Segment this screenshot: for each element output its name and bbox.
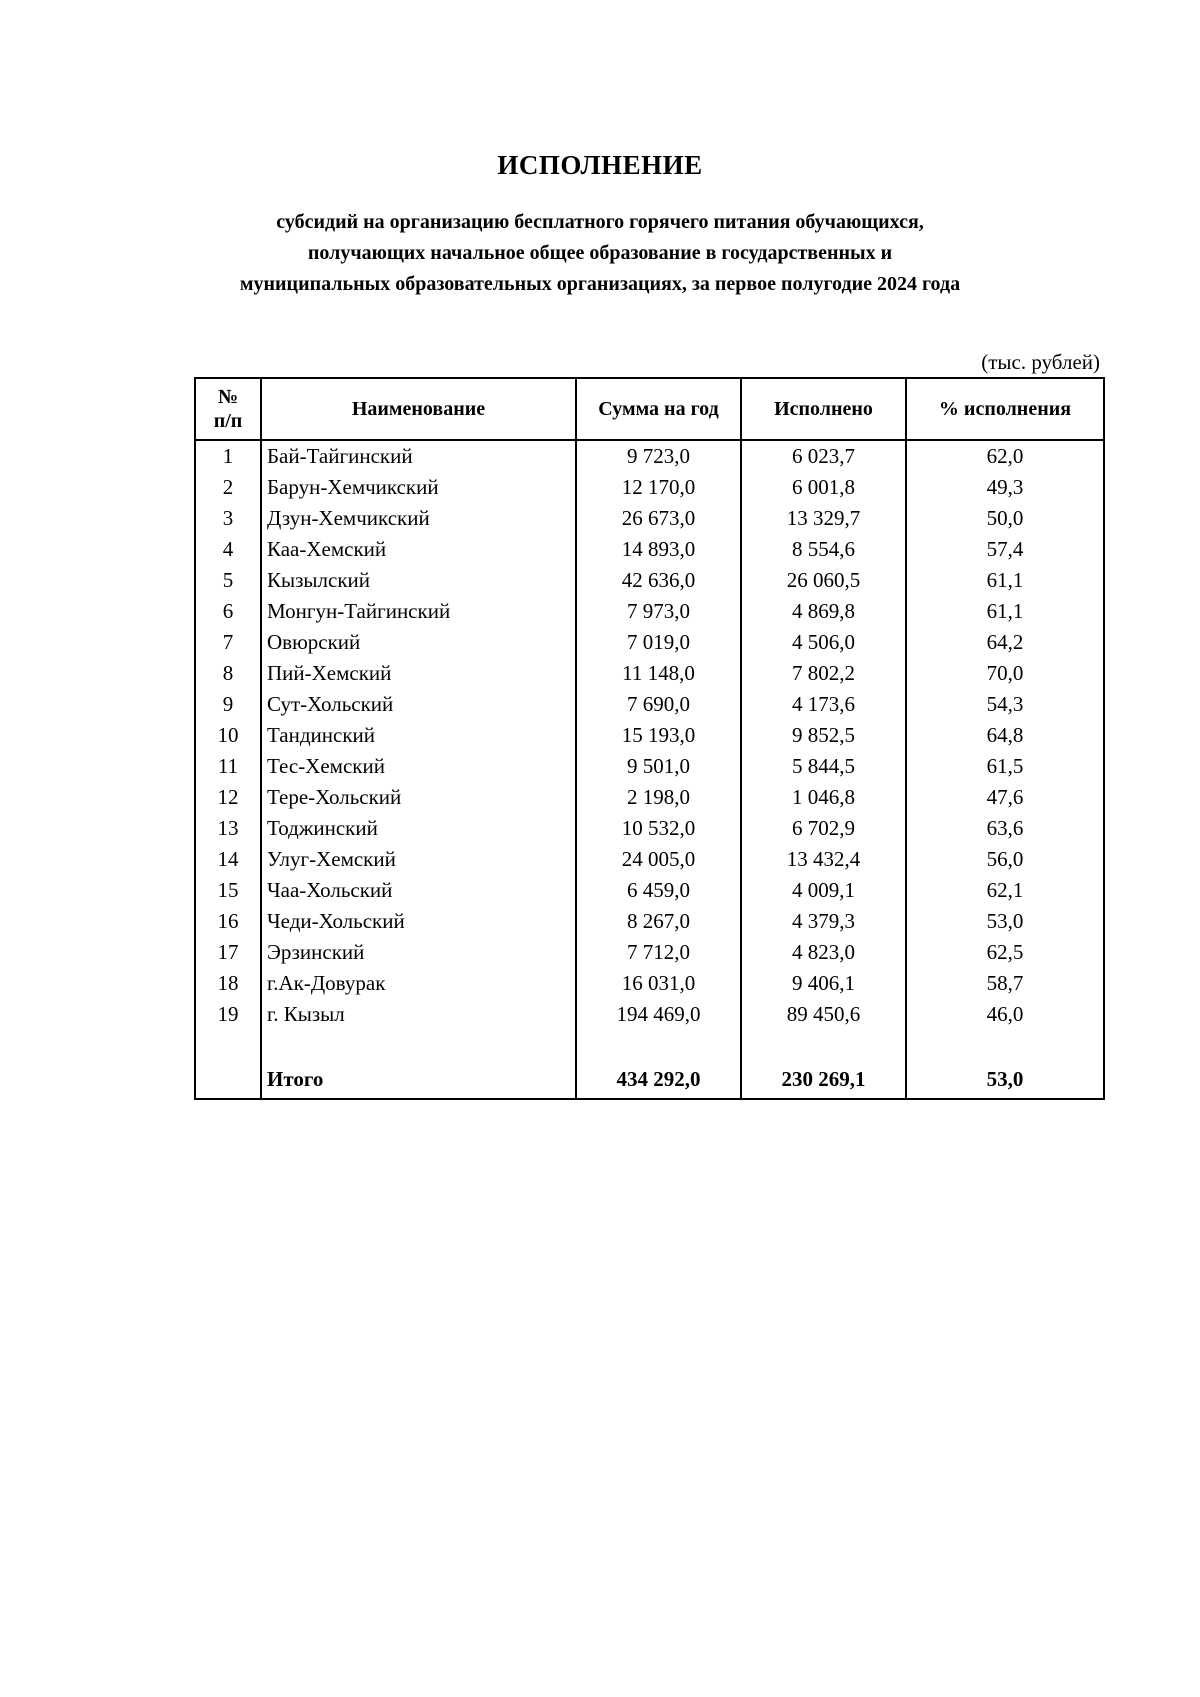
- table-body: [195, 440, 1104, 1099]
- table-row: [195, 782, 1104, 813]
- row-executed: 4 506,0: [741, 627, 906, 658]
- row-executed: 9 406,1: [741, 968, 906, 999]
- header-percent: % исполнения: [906, 378, 1104, 440]
- row-annual-sum: 11 148,0: [576, 658, 741, 689]
- row-number: 1: [195, 440, 261, 472]
- row-annual-sum: 14 893,0: [576, 534, 741, 565]
- row-percent: 61,1: [906, 565, 1104, 596]
- row-percent: 49,3: [906, 472, 1104, 503]
- row-percent: 53,0: [906, 906, 1104, 937]
- table-row: [195, 596, 1104, 627]
- row-percent: 50,0: [906, 503, 1104, 534]
- row-number: 13: [195, 813, 261, 844]
- row-percent: 64,2: [906, 627, 1104, 658]
- row-annual-sum: 6 459,0: [576, 875, 741, 906]
- row-executed: 4 379,3: [741, 906, 906, 937]
- row-name: Кызылский: [261, 565, 576, 596]
- row-name: Тандинский: [261, 720, 576, 751]
- table-row: [195, 565, 1104, 596]
- table-row: [195, 906, 1104, 937]
- row-annual-sum: 15 193,0: [576, 720, 741, 751]
- table-row: [195, 937, 1104, 968]
- row-annual-sum: 10 532,0: [576, 813, 741, 844]
- row-number: 8: [195, 658, 261, 689]
- units-label: (тыс. рублей): [981, 350, 1100, 374]
- row-number: 12: [195, 782, 261, 813]
- row-name: Пий-Хемский: [261, 658, 576, 689]
- row-percent: 47,6: [906, 782, 1104, 813]
- row-percent: 64,8: [906, 720, 1104, 751]
- row-number: 10: [195, 720, 261, 751]
- table-row: [195, 751, 1104, 782]
- row-name: Бай-Тайгинский: [261, 440, 576, 472]
- table-row: [195, 999, 1104, 1030]
- row-executed: 4 869,8: [741, 596, 906, 627]
- row-name: г. Кызыл: [261, 999, 576, 1030]
- subtitle-line: субсидий на организацию бесплатного горячего питания обучающихся,: [276, 211, 924, 233]
- table-row: [195, 844, 1104, 875]
- row-number: 2: [195, 472, 261, 503]
- header-executed: Исполнено: [741, 378, 906, 440]
- row-percent: 46,0: [906, 999, 1104, 1030]
- row-executed: 4 823,0: [741, 937, 906, 968]
- row-number: 6: [195, 596, 261, 627]
- row-percent: 70,0: [906, 658, 1104, 689]
- row-percent: 63,6: [906, 813, 1104, 844]
- row-executed: 6 702,9: [741, 813, 906, 844]
- header-number-symbol: №: [217, 386, 239, 408]
- row-number: 14: [195, 844, 261, 875]
- table-row: [195, 627, 1104, 658]
- row-number: 16: [195, 906, 261, 937]
- row-name: Овюрский: [261, 627, 576, 658]
- row-number: 5: [195, 565, 261, 596]
- total-executed: 230 269,1: [741, 1060, 906, 1099]
- row-annual-sum: 9 501,0: [576, 751, 741, 782]
- row-annual-sum: 26 673,0: [576, 503, 741, 534]
- row-name: Дзун-Хемчикский: [261, 503, 576, 534]
- subtitle-line: муниципальных образовательных организациях, за первое полугодие 2024 года: [239, 273, 961, 295]
- row-executed: 13 329,7: [741, 503, 906, 534]
- row-executed: 4 173,6: [741, 689, 906, 720]
- row-executed: 5 844,5: [741, 751, 906, 782]
- row-percent: 61,5: [906, 751, 1104, 782]
- row-number: 11: [195, 751, 261, 782]
- row-annual-sum: 7 712,0: [576, 937, 741, 968]
- row-executed: 1 046,8: [741, 782, 906, 813]
- header-number: [195, 378, 261, 440]
- row-executed: 4 009,1: [741, 875, 906, 906]
- row-executed: 26 060,5: [741, 565, 906, 596]
- table-row: [195, 658, 1104, 689]
- row-number: 18: [195, 968, 261, 999]
- row-name: Тере-Хольский: [261, 782, 576, 813]
- row-percent: 62,0: [906, 440, 1104, 472]
- row-annual-sum: 7 690,0: [576, 689, 741, 720]
- row-name: Тес-Хемский: [261, 751, 576, 782]
- row-name: Чаа-Хольский: [261, 875, 576, 906]
- table-row: [195, 534, 1104, 565]
- table-row: [195, 472, 1104, 503]
- table-row: [195, 503, 1104, 534]
- header-number-label: п/п: [213, 410, 243, 432]
- table-row: [195, 813, 1104, 844]
- row-number: 3: [195, 503, 261, 534]
- total-label: Итого: [261, 1060, 576, 1099]
- table-row: [195, 875, 1104, 906]
- total-row: [195, 1060, 1104, 1099]
- row-percent: 62,5: [906, 937, 1104, 968]
- row-annual-sum: 7 973,0: [576, 596, 741, 627]
- row-annual-sum: 2 198,0: [576, 782, 741, 813]
- total-percent: 53,0: [906, 1060, 1104, 1099]
- row-annual-sum: 16 031,0: [576, 968, 741, 999]
- row-number: 15: [195, 875, 261, 906]
- table-row: [195, 968, 1104, 999]
- row-name: Улуг-Хемский: [261, 844, 576, 875]
- table-row: [195, 440, 1104, 472]
- row-percent: 54,3: [906, 689, 1104, 720]
- document-title: ИСПОЛНЕНИЕ: [497, 150, 703, 180]
- subtitle-line: получающих начальное общее образование в государственных и: [307, 242, 893, 264]
- row-annual-sum: 42 636,0: [576, 565, 741, 596]
- row-executed: 6 001,8: [741, 472, 906, 503]
- row-percent: 62,1: [906, 875, 1104, 906]
- row-executed: 8 554,6: [741, 534, 906, 565]
- row-executed: 9 852,5: [741, 720, 906, 751]
- row-percent: 61,1: [906, 596, 1104, 627]
- row-executed: 6 023,7: [741, 440, 906, 472]
- row-executed: 89 450,6: [741, 999, 906, 1030]
- row-percent: 56,0: [906, 844, 1104, 875]
- row-percent: 58,7: [906, 968, 1104, 999]
- document-subtitle: [150, 207, 1050, 300]
- row-number: 17: [195, 937, 261, 968]
- row-executed: 13 432,4: [741, 844, 906, 875]
- row-name: Эрзинский: [261, 937, 576, 968]
- row-annual-sum: 12 170,0: [576, 472, 741, 503]
- table-row: [195, 720, 1104, 751]
- total-annual-sum: 434 292,0: [576, 1060, 741, 1099]
- row-annual-sum: 24 005,0: [576, 844, 741, 875]
- row-number: 7: [195, 627, 261, 658]
- row-name: Чеди-Хольский: [261, 906, 576, 937]
- row-number: 4: [195, 534, 261, 565]
- row-name: г.Ак-Довурак: [261, 968, 576, 999]
- row-executed: 7 802,2: [741, 658, 906, 689]
- header-name: Наименование: [261, 378, 576, 440]
- total-number-cell: [195, 1060, 261, 1099]
- table-header-row: [195, 378, 1104, 440]
- spacer-row: [195, 1030, 1104, 1060]
- row-annual-sum: 8 267,0: [576, 906, 741, 937]
- execution-table: [194, 377, 1105, 1100]
- row-name: Монгун-Тайгинский: [261, 596, 576, 627]
- row-name: Сут-Хольский: [261, 689, 576, 720]
- table-row: [195, 689, 1104, 720]
- row-annual-sum: 9 723,0: [576, 440, 741, 472]
- row-number: 19: [195, 999, 261, 1030]
- row-number: 9: [195, 689, 261, 720]
- row-name: Барун-Хемчикский: [261, 472, 576, 503]
- row-name: Каа-Хемский: [261, 534, 576, 565]
- row-name: Тоджинский: [261, 813, 576, 844]
- row-annual-sum: 194 469,0: [576, 999, 741, 1030]
- row-percent: 57,4: [906, 534, 1104, 565]
- header-annual-sum: Сумма на год: [576, 378, 741, 440]
- row-annual-sum: 7 019,0: [576, 627, 741, 658]
